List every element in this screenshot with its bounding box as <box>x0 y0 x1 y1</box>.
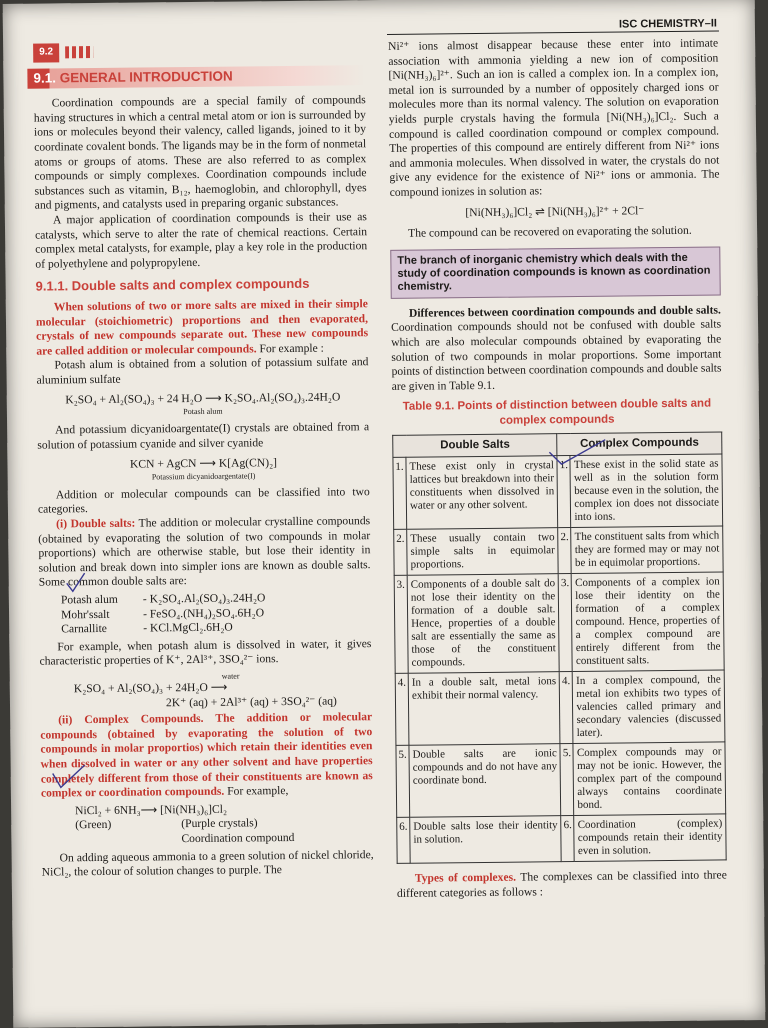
row-number: 6. <box>397 818 410 864</box>
paragraph-text: For example : <box>256 341 324 356</box>
paragraph-text: For example, <box>224 784 289 798</box>
salt-name: Potash alum <box>60 592 118 607</box>
row-number: 1. <box>557 456 571 528</box>
section-bar <box>33 40 365 62</box>
table-cell: In a complex compound, the metal ion exhibits two types of valencies called primary and secondary valencies (discussed later). <box>573 670 725 744</box>
paragraph-text: The complexes can be classified into three different categories as follows : <box>396 868 727 900</box>
equation-note: Potassium dicyanidoargentate(I) <box>151 471 256 482</box>
salt-formula: - KCl.MgCl₂.6H₂O <box>143 620 233 635</box>
definition-box: The branch of inorganic chemistry which deals with the study of coordination compounds is known as coordination chemistry. <box>390 246 720 298</box>
pen-tick-mark <box>65 571 87 593</box>
list-item <box>39 619 371 637</box>
section-title: GENERAL INTRODUCTION <box>59 68 233 85</box>
table-row <box>394 572 724 673</box>
equation <box>37 391 369 418</box>
paragraph: Potash alum is obtained from a solution of potassium sulfate and aluminium sulfate <box>36 355 369 387</box>
row-number: 2. <box>394 530 407 576</box>
row-number: 5. <box>396 746 410 818</box>
row-number: 1. <box>393 458 407 530</box>
table-cell: Coordination (complex) compounds retain their identity even in solution. <box>574 814 726 862</box>
row-number: 5. <box>560 744 574 816</box>
equation-note: water <box>221 671 240 681</box>
equation <box>75 801 373 848</box>
table-cell: Components of a complex ion lose their identity on the formation of a complex compound. Hence, properties of a complex compound are entirely different from the constituent salts. <box>572 572 725 672</box>
textbook-page <box>3 0 766 1028</box>
table-row <box>394 526 723 575</box>
equation-text: K₂SO₄ + Al₂(SO₄)₃ + 24 H₂O ⟶ K₂SO₄.Al₂(SO₄)₃.24H₂O <box>65 390 341 407</box>
equation-note: (Green) <box>75 818 112 832</box>
left-column <box>33 40 374 880</box>
table-cell: These exist only in crystal lattices but breakdown into their constituents when dissolved in water or any other solvent. <box>406 456 558 530</box>
table-cell: Complex compounds may or may not be ionic. However, the complex part of the compound always contains coordinate bond. <box>573 742 725 816</box>
table-cell: The constituent salts from which they are formed may or may not be in equimolar proportions. <box>571 526 723 574</box>
table-cell: Components of a double salt do not lose their identity on the formation of a double salt. Hence, properties of a double salt are essentially the same as those of the constituent compounds. <box>407 574 559 674</box>
double-salt-list <box>39 590 371 637</box>
label-text: (i) Double salts: <box>56 516 136 531</box>
table-row <box>396 742 726 817</box>
paragraph-text: Coordination compounds should not be confused with double salts which are also molecular compounds obtained by evaporating the solution of two compounds in molar proportions. Some important points of distinction between coordination compounds and double salts are given in Table 9.1. <box>391 317 722 393</box>
section-number: 9.1. <box>33 70 57 86</box>
equation <box>37 455 369 482</box>
row-number: 3. <box>394 576 408 674</box>
subsection-heading: 9.1.1. Double salts and complex compounds <box>35 276 310 294</box>
equation-text: NiCl₂ + 6NH₃⟶ [Ni(NH₃)₆]Cl₂ <box>75 802 228 817</box>
equation-products: 2K⁺ (aq) + 2Al³⁺ (aq) + 3SO₄²⁻ (aq) <box>165 694 337 709</box>
highlight-text: (ii) Complex Compounds. The addition or molecular compounds (obtained by evaporating the solution of two compounds in molar proportios) which retain their identities even when dissolved in water or any other solvent and have properties completely different from those of their constituents are known as complex or coordination compounds. <box>40 710 373 800</box>
paragraph: Coordination compounds are a special family of compounds having structures in which a central metal atom or ion is surrounded by ions or molecules beyond their valency, called ligands, joined to it by coordinate covalent bonds. The ligands may be in the form of nonmetal atoms or groups of atoms. These are also referred to as complex compounds or simply complexes. Coordination compounds include substances such as vitamin, B₁₂, haemoglobin, and chlorophyll, dyes and pigments, and catalysts used in preparing organic substances. <box>33 93 367 212</box>
row-number: 4. <box>560 672 574 744</box>
table-row <box>397 814 726 863</box>
comparison-table <box>392 432 726 864</box>
paragraph: Addition or molecular compounds can be classified into two categories. <box>37 484 370 517</box>
pen-tick-mark <box>51 763 87 789</box>
paragraph: A major application of coordination compounds is their use as catalysts, which serve to alter the rate of chemical reactions. Certain complex metal catalysts, for example, play a key role in the production of polyethylene and polypropylene. <box>35 210 368 271</box>
paragraph <box>40 710 373 801</box>
section-heading <box>27 65 365 89</box>
paragraph <box>38 514 371 590</box>
equation-note: (Purple crystals) <box>181 816 258 831</box>
equation-note: Coordination compound <box>181 830 295 846</box>
running-header: ISC CHEMISTRY–II <box>618 17 717 31</box>
right-column <box>388 36 727 901</box>
row-number: 4. <box>395 674 409 746</box>
paragraph: And potassium dicyanidoargentate(I) crystals are obtained from a solution of potassium cyanide and silver cyanide <box>37 420 370 452</box>
stripe-decoration <box>65 46 93 58</box>
highlight-text: Types of complexes. <box>414 871 517 886</box>
column-header: Complex Compounds <box>557 432 722 456</box>
table-row <box>395 670 725 745</box>
table-cell: These usually contain two simple salts in equimolar proportions. <box>407 528 559 576</box>
table-cell: These exist in the solid state as well as in the solution form because even in the solution, the complex ion does not dissociate into ions. <box>570 454 722 528</box>
paragraph: On adding aqueous ammonia to a green solution of nickel chloride, NiCl₂, the colour of solution changes to purple. The <box>41 847 374 879</box>
paragraph: Ni²⁺ ions almost disappear because these enter into intimate association with ammonia yielding a new ion of composition [Ni(NH₃)₆]²⁺. Such an ion is called a complex ion. In a complex ion, metal ion is surrounded by a number of oppositely charged ions or molecules more than its normal valency. The solution on evaporation yields purple crystals having the formula [Ni(NH₃)₆]Cl₂. Such a compound is called coordination compound or complex compound. The properties of this compound are entirely different from Ni²⁺ ions and ammonia molecules. When dissolved in water, the crystals do not give any evidence for the existence of Ni²⁺ ions or ammonia. The compound ionizes in solution as: <box>388 36 720 199</box>
table-cell: In a double salt, metal ions exhibit their normal valency. <box>408 672 560 746</box>
equation: [Ni(NH₃)₆]Cl₂ ⇌ [Ni(NH₃)₆]²⁺ + 2Cl⁻ <box>465 203 645 219</box>
table-cell: Double salts are ionic compounds and do not have any coordinate bond. <box>409 744 561 818</box>
column-header: Double Salts <box>393 434 558 458</box>
paragraph <box>36 297 369 359</box>
header-rule <box>387 30 719 34</box>
paragraph: The compound can be recovered on evaporating the solution. <box>408 223 692 240</box>
paragraph <box>391 303 722 394</box>
row-number: 6. <box>561 816 574 862</box>
table-title: Table 9.1. Points of distinction between double salts and complex compounds <box>402 397 712 427</box>
table-cell: Double salts lose their identity in solution. <box>410 816 562 864</box>
salt-formula: - FeSO₄.(NH₄)₂SO₄.6H₂O <box>142 605 265 621</box>
paragraph: For example, when potash alum is dissolved in water, it gives characteristic properties of K⁺, 2Al³⁺, 3SO₄²⁻ ions. <box>39 636 372 668</box>
equation <box>74 670 372 711</box>
equation-text: KCN + AgCN ⟶ K[Ag(CN)₂] <box>129 456 278 471</box>
bold-lead: Differences between coordination compounds and double salts. <box>408 303 721 320</box>
salt-name: Carnallite <box>61 622 107 636</box>
paragraph-text: The addition or molecular crystalline compounds (obtained by evaporating the solution of two compounds in molar proportions) which are otherwise stable, but lose their identity in solution and break down into simpler ions are known as double salts. Some common double salts are: <box>38 514 371 590</box>
pen-tick-mark <box>547 438 607 469</box>
highlight-text: When solutions of two or more salts are mixed in their simple molecular (stoichiometric) proportions and then evaporated, crystals of new compounds separate out. These new compounds are called addition or molecular compounds. <box>35 297 369 358</box>
page-chip: 9.2 <box>33 43 59 62</box>
equation-note: Potash alum <box>183 406 223 417</box>
row-number: 2. <box>558 528 571 574</box>
salt-formula: - K₂SO₄.Al₂(SO₄)₃.24H₂O <box>142 591 266 606</box>
salt-name: Mohr'ssalt <box>60 607 110 621</box>
paragraph <box>397 869 727 902</box>
equation-text: K₂SO₄ + Al₂(SO₄)₃ + 24H₂O ⟶ <box>73 680 228 696</box>
row-number: 3. <box>559 574 573 672</box>
